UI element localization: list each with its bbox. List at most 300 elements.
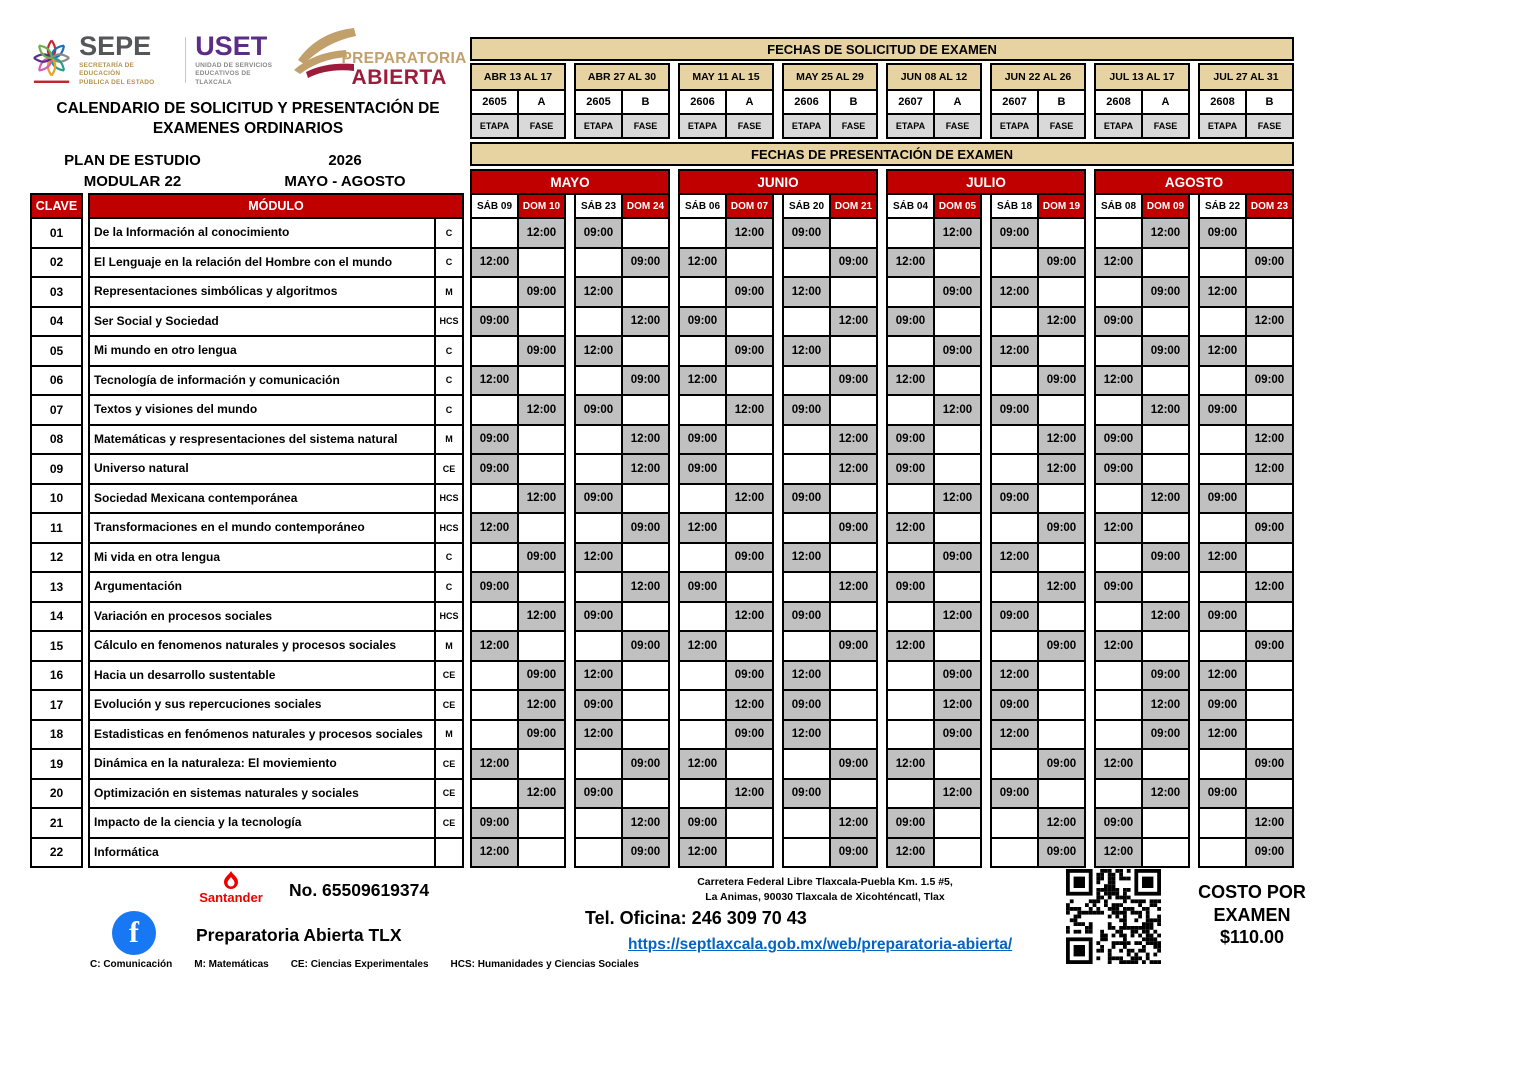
time-cell: 09:00	[574, 483, 623, 515]
time-pair	[990, 276, 1086, 308]
module-name-cell: Ser Social y Sociedad	[88, 306, 436, 338]
time-pair	[782, 837, 878, 869]
time-pair	[470, 601, 566, 633]
time-cell	[1245, 217, 1294, 249]
time-cell	[1245, 719, 1294, 751]
time-pair	[470, 335, 566, 367]
time-cell: 09:00	[1037, 630, 1086, 662]
time-cell	[678, 542, 727, 574]
time-pair	[1094, 660, 1190, 692]
time-cell	[1037, 601, 1086, 633]
presentacion-banner: FECHAS DE PRESENTACIÓN DE EXAMEN	[470, 142, 1294, 166]
fase-value: A	[1161, 96, 1170, 108]
time-cell: 12:00	[782, 335, 831, 367]
santander-logo	[198, 871, 264, 905]
time-pair	[678, 601, 774, 633]
module-name-cell: Matemáticas y respresentaciones del sistema natural	[88, 424, 436, 456]
time-pair	[470, 660, 566, 692]
time-cell: 12:00	[933, 483, 982, 515]
time-pair	[990, 719, 1086, 751]
time-cell: 09:00	[574, 689, 623, 721]
time-cell: 09:00	[574, 394, 623, 426]
time-cell	[725, 512, 774, 544]
time-cell	[782, 571, 831, 603]
time-pair	[1198, 807, 1294, 839]
time-cell	[782, 630, 831, 662]
time-pair	[990, 571, 1086, 603]
time-cell	[1094, 601, 1143, 633]
time-pair	[990, 217, 1086, 249]
time-cell	[1094, 276, 1143, 308]
solicitud-group	[1094, 63, 1190, 139]
clave-cell: 02	[30, 247, 83, 279]
fase-label: FASE	[623, 115, 668, 137]
time-pair	[1094, 217, 1190, 249]
module-name-cell: El Lenguaje en la relación del Hombre con el mundo	[88, 247, 436, 279]
time-pair	[886, 453, 982, 485]
time-cell	[470, 778, 519, 810]
time-cell	[933, 306, 982, 338]
time-cell	[933, 424, 982, 456]
time-pair	[1094, 689, 1190, 721]
saturday-header: SÁB 09	[472, 195, 519, 217]
time-cell: 12:00	[829, 571, 878, 603]
time-pair	[886, 837, 982, 869]
time-cell: 12:00	[990, 660, 1039, 692]
saturday-header: SÁB 08	[1096, 195, 1143, 217]
time-cell	[1198, 748, 1247, 780]
time-pair	[1094, 837, 1190, 869]
time-pair	[470, 748, 566, 780]
time-pair	[990, 689, 1086, 721]
time-pair	[782, 424, 878, 456]
time-cell: 09:00	[829, 512, 878, 544]
time-pair	[574, 306, 670, 338]
time-pair	[1094, 512, 1190, 544]
time-cell: 12:00	[1037, 424, 1086, 456]
fase-value: A	[745, 96, 754, 108]
time-cell	[886, 335, 935, 367]
time-cell	[574, 748, 623, 780]
solicitud-group	[678, 63, 774, 139]
fase-label: FASE	[1143, 115, 1188, 137]
time-cell	[621, 394, 670, 426]
time-cell: 09:00	[990, 217, 1039, 249]
time-cell: 12:00	[1141, 689, 1190, 721]
time-cell	[782, 748, 831, 780]
time-cell	[517, 306, 566, 338]
time-cell: 09:00	[1245, 630, 1294, 662]
time-pair	[574, 542, 670, 574]
time-cell	[886, 394, 935, 426]
time-pair	[1094, 542, 1190, 574]
time-pair	[1198, 424, 1294, 456]
area-code-cell: HCS	[434, 601, 464, 633]
time-cell	[621, 335, 670, 367]
time-cell: 09:00	[517, 719, 566, 751]
time-cell: 09:00	[782, 689, 831, 721]
time-cell	[517, 571, 566, 603]
time-cell	[1141, 365, 1190, 397]
saturday-header: SÁB 18	[992, 195, 1039, 217]
module-name-cell: Estadisticas en fenómenos naturales y procesos sociales	[88, 719, 436, 751]
time-pair	[470, 276, 566, 308]
area-legend	[90, 959, 639, 970]
time-cell	[1245, 689, 1294, 721]
time-pair	[470, 306, 566, 338]
time-cell	[933, 512, 982, 544]
time-cell: 09:00	[1245, 247, 1294, 279]
table-row	[30, 748, 1294, 780]
time-pair	[678, 483, 774, 515]
exam-cost	[1168, 881, 1336, 949]
time-cell: 09:00	[990, 483, 1039, 515]
module-name-cell: Argumentación	[88, 571, 436, 603]
time-pair	[574, 335, 670, 367]
time-cell	[782, 247, 831, 279]
time-cell	[990, 453, 1039, 485]
santander-flame-icon	[220, 871, 242, 891]
time-cell	[1141, 807, 1190, 839]
time-cell: 09:00	[990, 601, 1039, 633]
time-cell	[725, 748, 774, 780]
time-pair	[1198, 365, 1294, 397]
plan-de-estudio	[30, 151, 235, 192]
time-cell	[1094, 719, 1143, 751]
time-pair	[1094, 807, 1190, 839]
sepe-subtitle-1: SECRETARÍA DE EDUCACIÓN	[79, 62, 135, 78]
time-pair	[782, 660, 878, 692]
time-cell: 09:00	[1198, 217, 1247, 249]
time-cell	[886, 660, 935, 692]
time-cell	[517, 453, 566, 485]
time-cell: 09:00	[1037, 247, 1086, 279]
time-pair	[470, 571, 566, 603]
time-pair	[1094, 778, 1190, 810]
time-pair	[678, 719, 774, 751]
page-title	[30, 99, 466, 139]
time-cell: 09:00	[933, 660, 982, 692]
plan-line1: PLAN DE ESTUDIO	[64, 152, 201, 170]
time-cell	[574, 365, 623, 397]
time-cell	[621, 719, 670, 751]
time-cell	[990, 571, 1039, 603]
time-cell	[886, 483, 935, 515]
clave-header: CLAVE	[30, 193, 83, 219]
time-cell	[886, 542, 935, 574]
time-pair	[1094, 365, 1190, 397]
time-pair	[1198, 719, 1294, 751]
left-header	[30, 28, 466, 192]
sunday-header: DOM 24	[623, 195, 668, 217]
saturday-header: SÁB 04	[888, 195, 935, 217]
prepa-wordmark-line1: PREPARATORIA	[341, 50, 467, 67]
time-cell	[470, 601, 519, 633]
etapa-label: ETAPA	[1200, 115, 1247, 137]
time-pair	[886, 424, 982, 456]
facebook-icon: f	[112, 911, 156, 955]
time-cell: 09:00	[782, 394, 831, 426]
time-cell	[1037, 483, 1086, 515]
time-cell: 12:00	[1037, 571, 1086, 603]
time-cell: 12:00	[1094, 630, 1143, 662]
module-name-cell: Evolución y sus repercuciones sociales	[88, 689, 436, 721]
sepe-flower-icon	[30, 35, 73, 85]
time-cell	[933, 807, 982, 839]
clave-cell: 06	[30, 365, 83, 397]
time-cell	[886, 689, 935, 721]
time-cell	[1245, 660, 1294, 692]
sepe-subtitle-2: PÚBLICA DEL ESTADO	[79, 78, 155, 86]
module-name-cell: Impacto de la ciencia y la tecnología	[88, 807, 436, 839]
time-cell: 12:00	[1037, 453, 1086, 485]
time-cell: 09:00	[574, 601, 623, 633]
time-cell: 09:00	[782, 483, 831, 515]
time-pair	[678, 394, 774, 426]
time-cell: 12:00	[829, 306, 878, 338]
time-cell: 12:00	[725, 778, 774, 810]
account-number: No. 65509619374	[289, 880, 430, 900]
area-code-cell: HCS	[434, 512, 464, 544]
module-name-cell: Dinámica en la naturaleza: El moviemiento	[88, 748, 436, 780]
time-pair	[990, 365, 1086, 397]
time-pair	[1198, 512, 1294, 544]
time-pair	[1198, 601, 1294, 633]
time-cell	[1094, 217, 1143, 249]
time-pair	[886, 719, 982, 751]
time-cell	[621, 660, 670, 692]
time-cell	[829, 601, 878, 633]
time-pair	[678, 306, 774, 338]
qr-code	[1066, 869, 1161, 969]
address-line2: La Animas, 90030 Tlaxcala de Xicohténcatl, Tlax	[705, 891, 945, 904]
table-row	[30, 394, 1294, 426]
time-cell: 12:00	[1094, 247, 1143, 279]
time-cell: 09:00	[933, 719, 982, 751]
time-pair	[782, 778, 878, 810]
address-line1: Carretera Federal Libre Tlaxcala-Puebla Km. 1.5 #5,	[697, 876, 953, 888]
time-cell	[829, 689, 878, 721]
time-pair	[886, 512, 982, 544]
time-cell	[886, 276, 935, 308]
etapa-label: ETAPA	[992, 115, 1039, 137]
time-cell: 09:00	[1141, 719, 1190, 751]
time-cell	[574, 571, 623, 603]
time-pair	[574, 837, 670, 869]
solicitud-group	[574, 63, 670, 139]
sepe-wordmark: SEPE	[79, 31, 152, 62]
time-cell: 09:00	[621, 365, 670, 397]
time-cell	[829, 394, 878, 426]
fase-value: A	[953, 96, 962, 108]
time-cell: 12:00	[1141, 217, 1190, 249]
time-cell: 09:00	[933, 542, 982, 574]
time-cell	[1037, 542, 1086, 574]
time-pair	[470, 512, 566, 544]
time-cell: 09:00	[829, 247, 878, 279]
time-pair	[574, 719, 670, 751]
time-cell: 12:00	[517, 217, 566, 249]
time-cell: 12:00	[886, 247, 935, 279]
time-cell: 12:00	[470, 837, 519, 869]
fase-value: B	[1057, 96, 1066, 108]
time-pair	[678, 748, 774, 780]
time-cell	[725, 424, 774, 456]
time-cell	[678, 335, 727, 367]
fase-label: FASE	[935, 115, 980, 137]
time-cell: 09:00	[725, 719, 774, 751]
time-cell: 09:00	[1198, 778, 1247, 810]
table-row	[30, 689, 1294, 721]
time-pair	[782, 512, 878, 544]
time-cell: 09:00	[517, 276, 566, 308]
month-banner: AGOSTO	[1094, 169, 1294, 195]
solicitud-date-range: ABR 27 AL 30	[576, 65, 668, 91]
uset-logo	[195, 33, 287, 86]
time-cell	[574, 512, 623, 544]
table-row	[30, 217, 1294, 249]
time-pair	[990, 601, 1086, 633]
time-cell: 09:00	[725, 542, 774, 574]
time-cell: 12:00	[1198, 335, 1247, 367]
time-pair	[574, 807, 670, 839]
time-cell	[1094, 660, 1143, 692]
time-pair	[886, 660, 982, 692]
time-cell	[470, 217, 519, 249]
time-cell: 12:00	[1198, 542, 1247, 574]
time-pair	[1198, 571, 1294, 603]
time-cell: 09:00	[621, 247, 670, 279]
time-cell: 12:00	[886, 365, 935, 397]
time-cell	[1245, 778, 1294, 810]
time-cell: 09:00	[1141, 542, 1190, 574]
time-cell	[990, 807, 1039, 839]
time-cell: 12:00	[574, 335, 623, 367]
time-pair	[886, 601, 982, 633]
time-pair	[574, 571, 670, 603]
time-cell	[1094, 542, 1143, 574]
time-pair	[1198, 247, 1294, 279]
time-cell: 09:00	[470, 306, 519, 338]
time-pair	[470, 778, 566, 810]
fase-label: FASE	[1039, 115, 1084, 137]
time-pair	[782, 748, 878, 780]
time-cell	[933, 837, 982, 869]
time-cell	[1037, 778, 1086, 810]
table-row	[30, 247, 1294, 279]
website-link[interactable]: https://septlaxcala.gob.mx/web/preparatoria-abierta/	[628, 936, 1013, 953]
page-title-line2: EXAMENES ORDINARIOS	[152, 120, 344, 138]
time-pair	[990, 542, 1086, 574]
time-cell: 12:00	[829, 807, 878, 839]
time-cell: 12:00	[933, 778, 982, 810]
module-name-cell: Hacia un desarrollo sustentable	[88, 660, 436, 692]
time-cell: 12:00	[678, 247, 727, 279]
area-code-cell: M	[434, 719, 464, 751]
solicitud-date-range: ABR 13 AL 17	[472, 65, 564, 91]
table-row	[30, 807, 1294, 839]
time-pair	[886, 542, 982, 574]
time-cell: 12:00	[1141, 483, 1190, 515]
etapa-label: ETAPA	[680, 115, 727, 137]
time-cell	[1198, 630, 1247, 662]
time-cell: 09:00	[990, 778, 1039, 810]
time-pair	[1198, 689, 1294, 721]
time-cell	[517, 365, 566, 397]
area-code-cell: CE	[434, 689, 464, 721]
sunday-header: DOM 07	[727, 195, 772, 217]
etapa-label: ETAPA	[1096, 115, 1143, 137]
time-cell	[621, 778, 670, 810]
time-cell	[678, 719, 727, 751]
module-name-cell: Textos y visiones del mundo	[88, 394, 436, 426]
time-cell	[574, 630, 623, 662]
time-cell: 12:00	[470, 247, 519, 279]
time-pair	[782, 571, 878, 603]
time-cell: 09:00	[1245, 837, 1294, 869]
time-cell: 09:00	[470, 571, 519, 603]
time-pair	[574, 660, 670, 692]
time-cell: 09:00	[470, 807, 519, 839]
time-cell	[1198, 807, 1247, 839]
time-cell: 12:00	[933, 217, 982, 249]
clave-cell: 18	[30, 719, 83, 751]
time-cell	[1037, 217, 1086, 249]
time-pair	[574, 512, 670, 544]
time-cell: 12:00	[621, 453, 670, 485]
time-cell	[782, 306, 831, 338]
time-cell	[782, 807, 831, 839]
time-pair	[1198, 542, 1294, 574]
etapa-value: 2608	[1200, 91, 1247, 113]
time-cell: 09:00	[933, 335, 982, 367]
time-pair	[990, 660, 1086, 692]
time-cell	[1198, 837, 1247, 869]
time-cell	[1198, 571, 1247, 603]
time-cell	[990, 424, 1039, 456]
time-cell	[1245, 276, 1294, 308]
time-cell: 09:00	[1245, 748, 1294, 780]
time-cell	[1094, 394, 1143, 426]
time-pair	[782, 689, 878, 721]
time-cell: 12:00	[1245, 453, 1294, 485]
clave-cell: 15	[30, 630, 83, 662]
time-cell: 12:00	[1141, 394, 1190, 426]
logo-divider	[185, 37, 186, 83]
time-cell	[621, 689, 670, 721]
time-cell	[990, 630, 1039, 662]
table-row	[30, 601, 1294, 633]
time-cell: 09:00	[782, 601, 831, 633]
time-cell	[470, 483, 519, 515]
sunday-header: DOM 09	[1143, 195, 1188, 217]
time-cell	[933, 247, 982, 279]
time-cell	[574, 837, 623, 869]
time-pair	[886, 778, 982, 810]
time-pair	[678, 335, 774, 367]
legend-c: C: Comunicación	[90, 959, 173, 970]
etapa-value: 2607	[888, 91, 935, 113]
time-pair	[470, 807, 566, 839]
time-cell	[517, 807, 566, 839]
time-cell: 09:00	[1141, 660, 1190, 692]
time-cell	[621, 601, 670, 633]
time-pair	[574, 601, 670, 633]
time-cell	[1245, 335, 1294, 367]
table-row	[30, 365, 1294, 397]
clave-cell: 05	[30, 335, 83, 367]
time-cell: 09:00	[1037, 837, 1086, 869]
